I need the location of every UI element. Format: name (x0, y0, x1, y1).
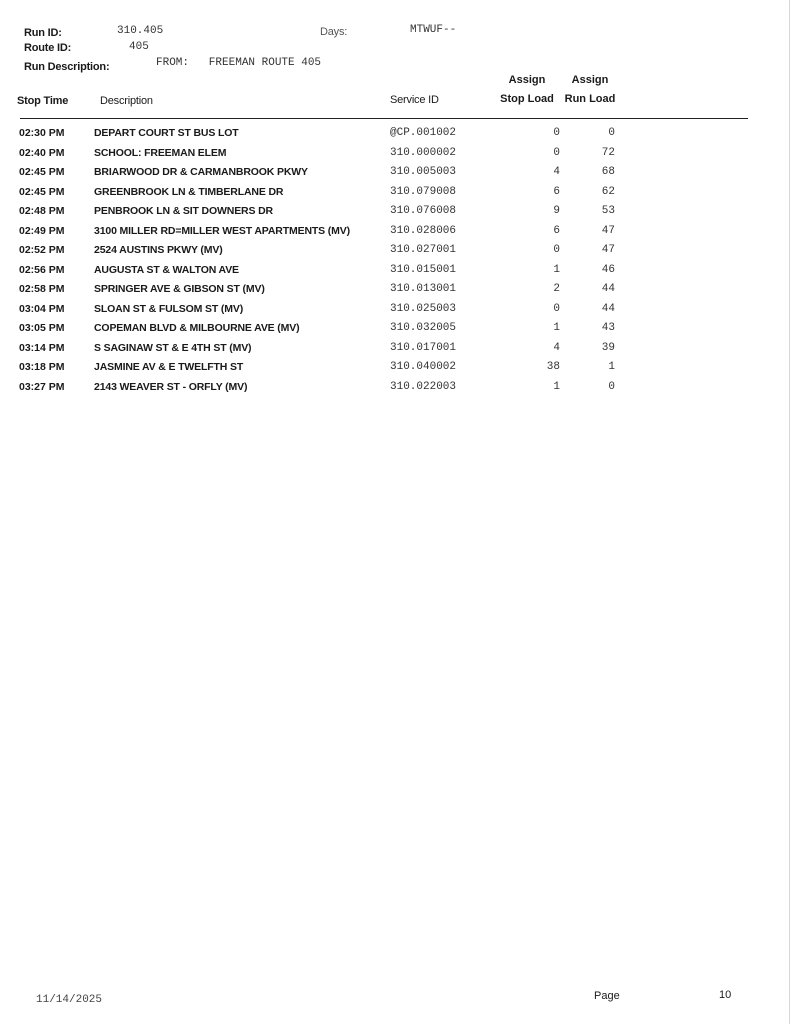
stop-load-cell: 0 (553, 146, 560, 159)
run-load-cell: 72 (601, 146, 615, 159)
column-header-service-id: Service ID (390, 94, 439, 106)
table-row (0, 203, 791, 223)
service-id-cell: 310.027001 (390, 244, 457, 256)
description-cell: SCHOOL: FREEMAN ELEM (94, 146, 227, 159)
service-id-cell: 310.028006 (390, 224, 457, 237)
stop-load-cell: 4 (553, 166, 560, 178)
stop-load-cell: 6 (553, 224, 560, 237)
stop-time-cell: 02:56 PM (19, 263, 65, 276)
run-load-cell: 62 (601, 185, 615, 198)
run-load-cell: 44 (601, 302, 615, 315)
table-row (0, 242, 791, 262)
stop-time-cell: 03:04 PM (19, 302, 65, 315)
stop-load-header-line2: Stop Load (500, 93, 554, 105)
column-header-stop-load (497, 71, 557, 109)
stop-time-cell: 02:30 PM (19, 127, 65, 139)
run-load-cell: 47 (601, 224, 615, 237)
route-id-label: Route ID: (24, 42, 72, 54)
stop-load-cell: 2 (553, 283, 560, 295)
stop-time-cell: 02:40 PM (19, 146, 65, 159)
stop-time-cell: 02:49 PM (19, 224, 65, 237)
table-row (0, 359, 791, 379)
run-load-cell: 43 (601, 322, 615, 334)
stop-load-cell: 0 (553, 127, 560, 139)
service-id-cell: 310.005003 (390, 166, 457, 178)
stop-time-cell: 03:14 PM (19, 341, 65, 354)
column-header-stop-time: Stop Time (17, 95, 69, 107)
description-cell: 3100 MILLER RD=MILLER WEST APARTMENTS (MV) (94, 224, 350, 237)
stop-load-cell: 4 (553, 341, 560, 354)
description-cell: 2143 WEAVER ST - ORFLY (MV) (94, 380, 248, 393)
service-id-cell: 310.025003 (390, 302, 457, 315)
description-cell: 2524 AUSTINS PKWY (MV) (94, 244, 223, 256)
run-load-cell: 44 (601, 283, 615, 295)
table-row (0, 125, 791, 145)
table-row (0, 340, 791, 360)
stop-time-cell: 02:58 PM (19, 283, 65, 295)
run-load-cell: 0 (608, 127, 615, 139)
run-load-header-line2: Run Load (564, 93, 616, 105)
run-id-label: Run ID: (24, 27, 62, 39)
stop-time-cell: 03:18 PM (19, 361, 65, 373)
run-load-cell: 39 (601, 341, 615, 354)
stop-load-cell: 9 (553, 205, 560, 217)
column-header-run-load (560, 71, 620, 109)
run-description-label: Run Description: (24, 61, 110, 73)
table-row (0, 223, 791, 243)
run-description-value: FROM: FREEMAN ROUTE 405 (156, 57, 322, 69)
stop-time-cell: 03:27 PM (19, 380, 65, 393)
stop-load-header-line1: Assign (508, 74, 546, 86)
run-load-cell: 46 (601, 263, 615, 276)
stop-load-cell: 0 (553, 244, 560, 256)
table-row (0, 184, 791, 204)
description-cell: COPEMAN BLVD & MILBOURNE AVE (MV) (94, 322, 300, 334)
service-id-cell: 310.040002 (390, 361, 457, 373)
run-id-value: 310.405 (117, 25, 164, 37)
service-id-cell: 310.022003 (390, 380, 457, 393)
service-id-cell: @CP.001002 (390, 127, 457, 139)
service-id-cell: 310.079008 (390, 185, 457, 198)
service-id-cell: 310.013001 (390, 283, 457, 295)
service-id-cell: 310.017001 (390, 341, 457, 354)
description-cell: BRIARWOOD DR & CARMANBROOK PKWY (94, 166, 308, 178)
stop-time-cell: 02:45 PM (19, 185, 65, 198)
column-header-description: Description (100, 95, 153, 107)
stop-time-cell: 02:45 PM (19, 166, 65, 178)
print-date: 11/14/2025 (36, 994, 103, 1006)
run-load-cell: 1 (608, 361, 615, 373)
stop-time-cell: 02:52 PM (19, 244, 65, 256)
description-cell: DEPART COURT ST BUS LOT (94, 127, 239, 139)
stop-load-cell: 38 (546, 361, 560, 373)
description-cell: AUGUSTA ST & WALTON AVE (94, 263, 239, 276)
stop-table (0, 125, 791, 398)
table-row (0, 281, 791, 301)
run-load-cell: 53 (601, 205, 615, 217)
header-rule (20, 118, 748, 119)
stop-load-cell: 1 (553, 322, 560, 334)
table-row (0, 379, 791, 399)
days-value: MTWUF-- (410, 24, 457, 36)
table-row (0, 301, 791, 321)
service-id-cell: 310.076008 (390, 205, 457, 217)
table-row (0, 320, 791, 340)
description-cell: SPRINGER AVE & GIBSON ST (MV) (94, 283, 265, 295)
stop-time-cell: 02:48 PM (19, 205, 65, 217)
table-row (0, 145, 791, 165)
description-cell: GREENBROOK LN & TIMBERLANE DR (94, 185, 284, 198)
page-number: 10 (719, 989, 732, 1001)
description-cell: S SAGINAW ST & E 4TH ST (MV) (94, 341, 252, 354)
run-load-cell: 47 (601, 244, 615, 256)
description-cell: JASMINE AV & E TWELFTH ST (94, 361, 244, 373)
stop-load-cell: 0 (553, 302, 560, 315)
service-id-cell: 310.032005 (390, 322, 457, 334)
route-id-value: 405 (129, 41, 149, 53)
service-id-cell: 310.015001 (390, 263, 457, 276)
days-label: Days: (320, 26, 348, 38)
stop-load-cell: 1 (553, 263, 560, 276)
service-id-cell: 310.000002 (390, 146, 457, 159)
page-label: Page (594, 990, 620, 1002)
stop-load-cell: 1 (553, 380, 560, 393)
stop-load-cell: 6 (553, 185, 560, 198)
run-load-cell: 68 (601, 166, 615, 178)
description-cell: SLOAN ST & FULSOM ST (MV) (94, 302, 244, 315)
run-load-header-line1: Assign (571, 74, 609, 86)
table-row (0, 262, 791, 282)
description-cell: PENBROOK LN & SIT DOWNERS DR (94, 205, 273, 217)
stop-time-cell: 03:05 PM (19, 322, 65, 334)
run-load-cell: 0 (608, 380, 615, 393)
table-row (0, 164, 791, 184)
